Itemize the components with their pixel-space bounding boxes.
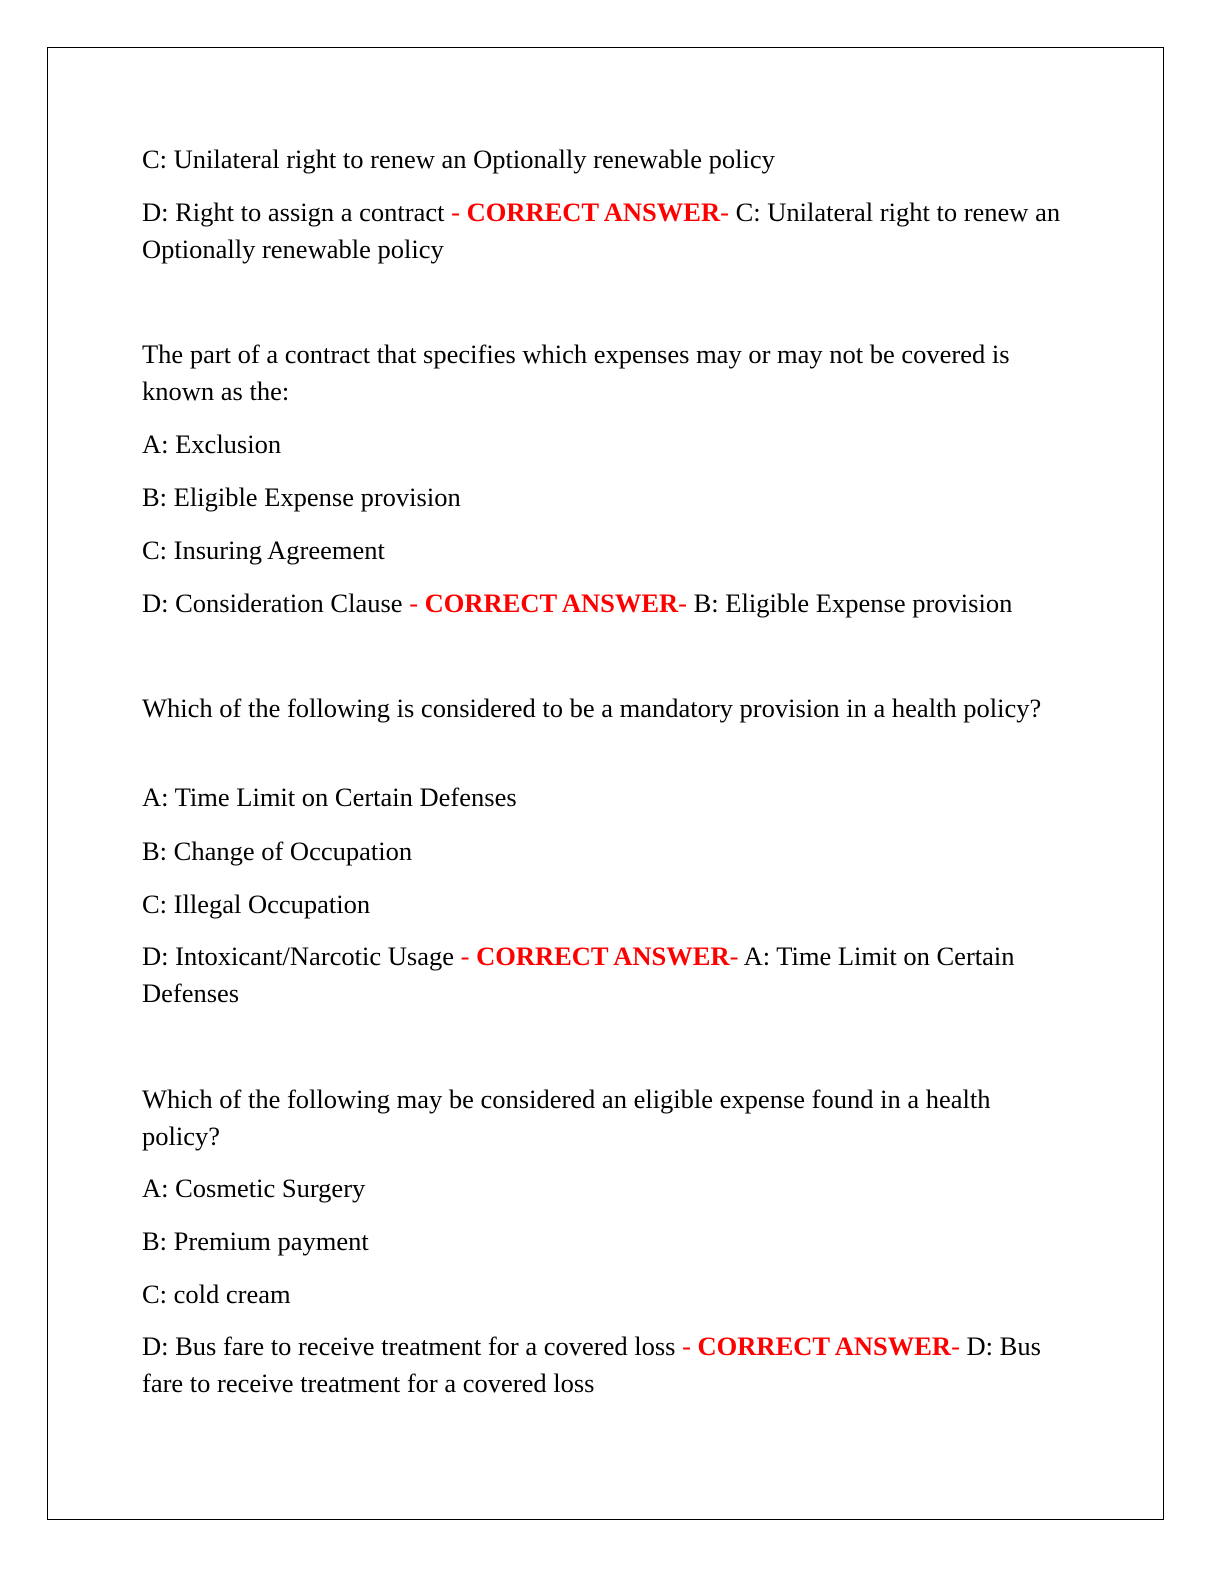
correct-answer-label: CORRECT ANSWER [466,197,721,227]
option-text: D: Bus fare to receive treatment for a covered loss [142,1331,676,1361]
option-c: C: Unilateral right to renew an Optionally renewable policy [142,144,775,174]
answer-dash-2: - [678,588,694,618]
answer-dash: - [454,941,477,971]
answer-dash: - [675,1331,698,1361]
correct-answer-text: D: Bus fare to receive treatment for a covered loss [142,1331,1041,1398]
correct-answer-label: CORRECT ANSWER [476,941,730,971]
correct-answer-label: CORRECT ANSWER [697,1331,952,1361]
option-a: A: Time Limit on Certain Defenses [142,782,517,812]
option-b: B: Change of Occupation [142,836,413,866]
option-c: C: Insuring Agreement [142,535,385,565]
option-c: C: cold cream [142,1279,291,1309]
answer-dash-2: - [951,1331,967,1361]
correct-answer-text: C: Unilateral right to renew an Optionally renewable policy [142,197,1061,264]
answer-dash: - [402,588,425,618]
answer-dash-2: - [729,941,744,971]
question-text: The part of a contract that specifies which expenses may or may not be covered is known as the: [142,339,1010,406]
option-d-with-answer [142,938,1072,1012]
option-text: D: Right to assign a contract [142,197,445,227]
option-c: C: Illegal Occupation [142,889,371,919]
option-d-with-answer [142,194,1072,268]
option-d-with-answer [142,585,1072,622]
correct-answer-text: A: Time Limit on Certain Defenses [142,941,1015,1008]
option-d-with-answer [142,1328,1072,1402]
option-text: D: Intoxicant/Narcotic Usage [142,941,454,971]
question-text: Which of the following may be considered an eligible expense found in a health policy? [142,1084,991,1151]
answer-dash-2: - [720,197,736,227]
correct-answer-text: B: Eligible Expense provision [693,588,1013,618]
correct-answer-label: CORRECT ANSWER [424,588,679,618]
option-a: A: Cosmetic Surgery [142,1173,366,1203]
option-text: D: Consideration Clause [142,588,403,618]
option-b: B: Eligible Expense provision [142,482,461,512]
question-text: Which of the following is considered to be a mandatory provision in a health policy? [142,693,1042,723]
answer-dash: - [444,197,467,227]
option-b: B: Premium payment [142,1226,369,1256]
option-a: A: Exclusion [142,429,282,459]
